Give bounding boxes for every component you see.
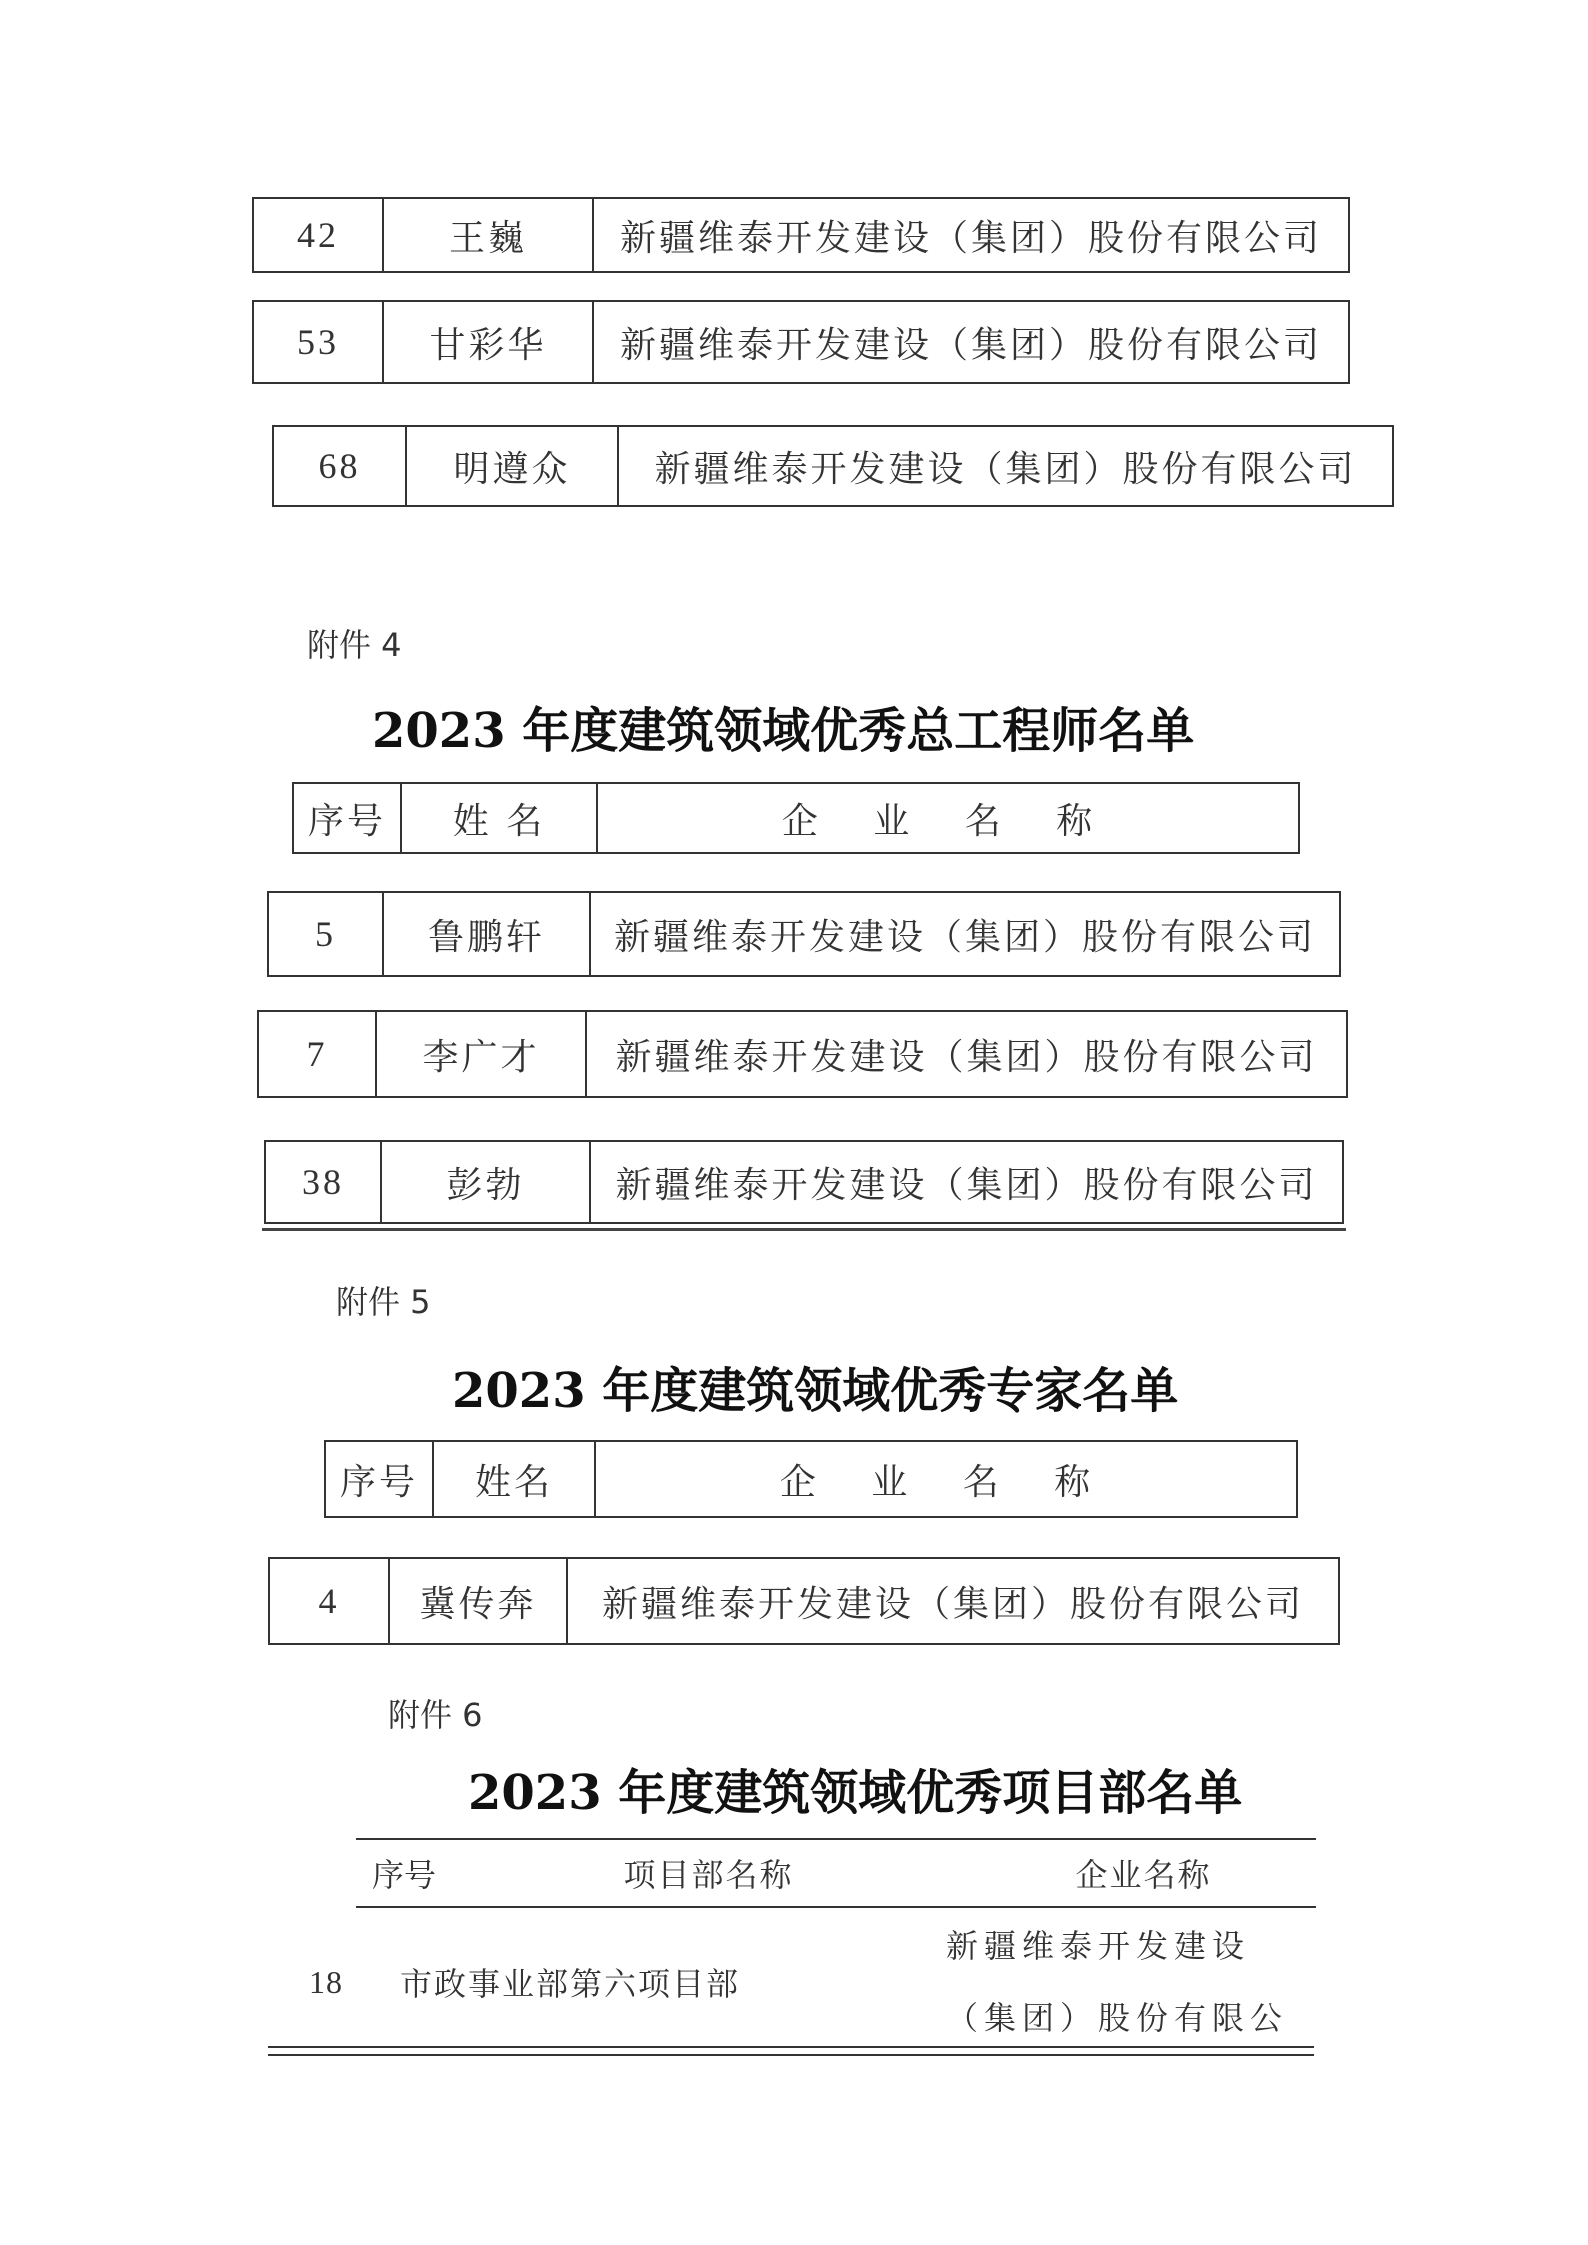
annex-4-row-5: [267, 891, 1341, 977]
company-name-cell: [928, 1910, 1314, 2054]
row-number: 68: [273, 426, 406, 506]
header-company: 企 业 名 称: [597, 783, 1299, 853]
header-name: 姓名: [433, 1441, 595, 1517]
top-row-68: [272, 425, 1394, 507]
row-number: 7: [258, 1011, 376, 1097]
company-name: 新疆维泰开发建设（集团）股份有限公司: [590, 892, 1340, 976]
company-name: 新疆维泰开发建设（集团）股份有限公司: [618, 426, 1393, 506]
annex-6-label: 附件 6: [388, 1696, 483, 1734]
project-name: 市政事业部第六项目部: [400, 1965, 741, 2003]
person-name: 王巍: [383, 198, 593, 272]
annex-6-header: [356, 1840, 1316, 1906]
header-project: 项目部名称: [623, 1856, 794, 1894]
annex-4-label: 附件 4: [307, 626, 402, 664]
row-number: 4: [269, 1558, 389, 1644]
header-number: 序号: [293, 783, 401, 853]
annex-4-title: 2023 年度建筑领域优秀总工程师名单: [372, 703, 1195, 759]
person-name: 明遵众: [406, 426, 618, 506]
row-number: 42: [253, 198, 383, 272]
row-number: 53: [253, 301, 383, 383]
company-name: 新疆维泰开发建设（集团）股份有限公司: [586, 1011, 1347, 1097]
company-name-line-1: 新疆维泰开发建设: [946, 1927, 1251, 1965]
company-name: 新疆维泰开发建设（集团）股份有限公司: [593, 198, 1349, 272]
annex-6-row-18: [272, 1910, 1314, 2054]
annex-5-title: 2023 年度建筑领域优秀专家名单: [452, 1363, 1179, 1419]
project-table-bottom-rule-2: [268, 2054, 1314, 2056]
annex-5-label: 附件 5: [336, 1283, 431, 1321]
person-name: 鲁鹏轩: [383, 892, 590, 976]
company-name: 新疆维泰开发建设（集团）股份有限公司: [567, 1558, 1339, 1644]
table-bottom-rule: [262, 1228, 1346, 1231]
row-number: 5: [268, 892, 383, 976]
person-name: 彭勃: [381, 1141, 590, 1223]
annex-4-row-7: [257, 1010, 1348, 1098]
annex-4-row-38: [264, 1140, 1344, 1224]
project-table-bottom-rule-1: [268, 2046, 1314, 2048]
header-number: 序号: [325, 1441, 433, 1517]
header-number: 序号: [372, 1856, 437, 1894]
annex-5-row-4: [268, 1557, 1340, 1645]
header-company: 企业名称: [1075, 1856, 1212, 1894]
row-number: 18: [309, 1963, 343, 2000]
annex-6-title: 2023 年度建筑领域优秀项目部名单: [468, 1765, 1243, 1821]
company-name-line-2: （集团）股份有限公: [946, 1999, 1289, 2037]
person-name: 李广才: [376, 1011, 586, 1097]
annex-5-header: [324, 1440, 1298, 1518]
project-table-header-rule: [356, 1906, 1316, 1908]
company-name: 新疆维泰开发建设（集团）股份有限公司: [590, 1141, 1343, 1223]
company-name: 新疆维泰开发建设（集团）股份有限公司: [593, 301, 1349, 383]
person-name: 甘彩华: [383, 301, 593, 383]
header-name: 姓 名: [401, 783, 597, 853]
row-number: 38: [265, 1141, 381, 1223]
top-row-42: [252, 197, 1350, 273]
header-company: 企 业 名 称: [595, 1441, 1297, 1517]
annex-4-header: [292, 782, 1300, 854]
person-name: 冀传奔: [389, 1558, 567, 1644]
top-row-53: [252, 300, 1350, 384]
